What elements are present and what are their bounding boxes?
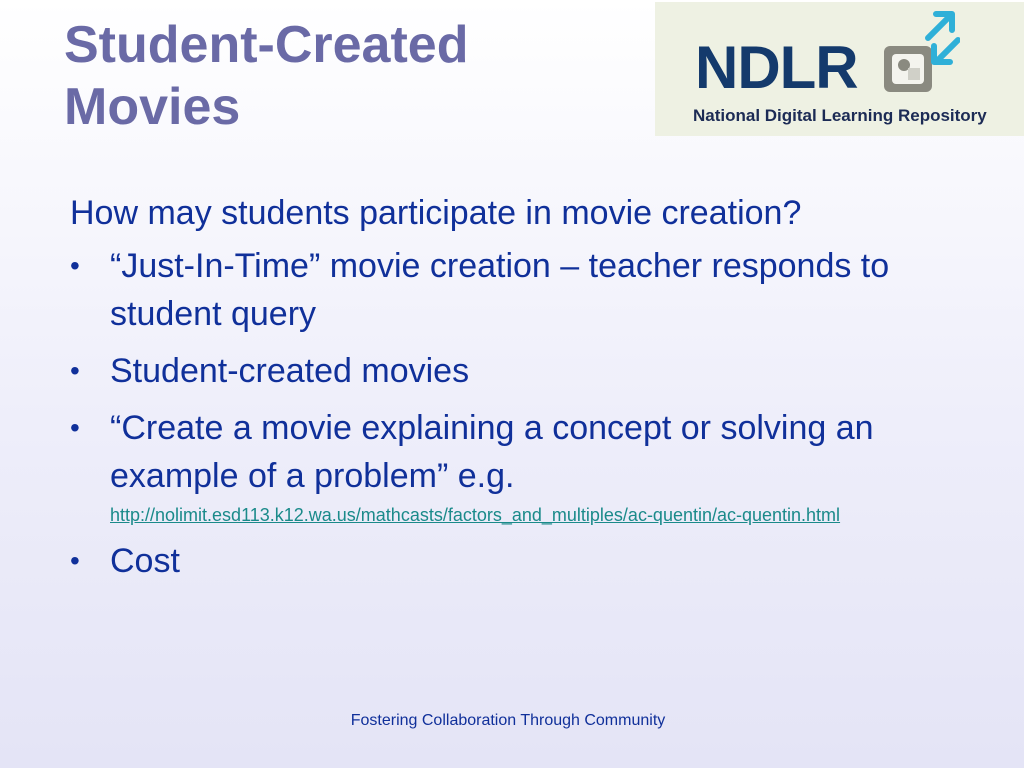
ndlr-logo [655,2,1024,136]
slide-footer: Fostering Collaboration Through Community [350,712,666,729]
slide-title [64,14,624,138]
bullet-icon: • [70,250,80,281]
bullet-item [70,537,990,585]
logo-subtitle: National Digital Learning Repository [693,106,987,125]
logo-arrows-icon [880,8,960,98]
bullet-item [70,404,990,528]
bullet-text: “Create a movie explaining a concept or solving an example of a problem” e.g. [110,409,874,495]
bullet-item [70,242,990,338]
bullet-item [70,347,990,395]
title-line-1: Student-Created [64,16,469,74]
bullet-text: Student-created movies [110,352,470,390]
bullet-icon: • [70,355,80,386]
mathcasts-link[interactable]: http://nolimit.esd113.k12.wa.us/mathcasts/factors_and_multiples/ac-quentin/ac-quentin.html [110,505,841,525]
title-line-2: Movies [64,78,241,136]
bullet-text: Cost [110,542,180,580]
bullet-list [70,242,990,585]
logo-wordmark: NDLR [695,34,858,101]
intro-question: How may students participate in movie creation? [70,194,802,232]
bullet-icon: • [70,412,80,443]
slide-body [70,190,990,594]
bullet-icon: • [70,545,80,576]
bullet-text: “Just-In-Time” movie creation – teacher responds to student query [110,247,890,333]
